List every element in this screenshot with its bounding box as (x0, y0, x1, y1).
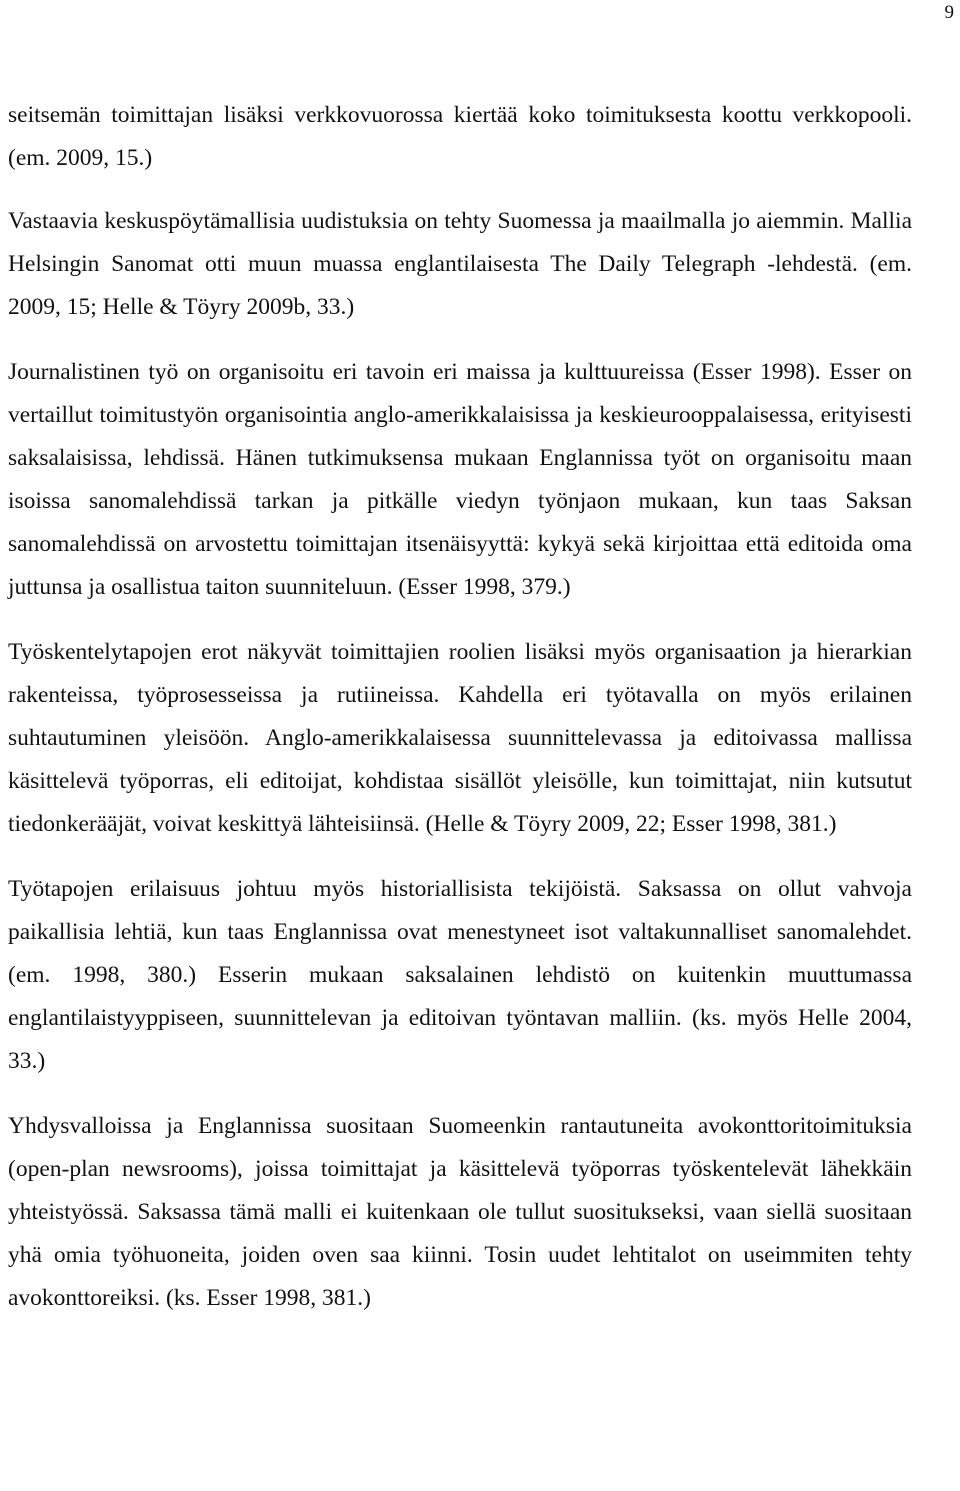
document-body (8, 94, 912, 1342)
paragraph-keskuspoyta: Vastaavia keskuspöytämallisia uudistuksia on tehty Suomessa ja maailmalla jo aiemmin. Mallia Helsingin Sanomat otti muun muassa englantilaisesta The Daily Telegraph -lehdestä. (em. 2009, 15; Helle & Töyry 2009b, 33.) (8, 208, 912, 320)
paragraph-continuation: seitsemän toimittajan lisäksi verkkovuorossa kiertää koko toimituksesta koottu verkkopooli. (em. 2009, 15.) (8, 102, 912, 171)
paragraph-avokonttorit: Yhdysvalloissa ja Englannissa suositaan Suomeenkin rantautuneita avokonttoritoimituksia (open-plan newsrooms), joissa toimittajat ja käsittelevä työporras työskentelevät lähekkäin yhteistyössä. Saksassa tämä malli ei kuitenkaan ole tullut suositukseksi, vaan siellä suositaan yhä omia työhuoneita, joiden oven saa kiinni. Tosin uudet lehtitalot on useimmiten tehty avokonttoreiksi. (ks. Esser 1998, 381.) (8, 1113, 912, 1311)
paragraph-tyotapojen-erilaisuus: Työtapojen erilaisuus johtuu myös historiallisista tekijöistä. Saksassa on ollut vahvoja paikallisia lehtiä, kun taas Englannissa ovat menestyneet isot valtakunnalliset sanomalehdet. (em. 1998, 380.) Esserin mukaan saksalainen lehdistö on kuitenkin muuttumassa englantilaistyyppiseen, suunnittelevan ja editoivan työntavan malliin. (ks. myös Helle 2004, 33.) (8, 876, 912, 1074)
paragraph-journalistinen-tyo: Journalistinen työ on organisoitu eri tavoin eri maissa ja kulttuureissa (Esser 1998). Esser on vertaillut toimitustyön organisointia anglo-amerikkalaisissa ja keskieurooppalaisessa, erityisesti saksalaisissa, lehdissä. Hänen tutkimuksensa mukaan Englannissa työt on organisoitu maan isoissa sanomalehdissä tarkan ja pitkälle viedyn työnjaon mukaan, kun taas Saksan sanomalehdissä on arvostettu toimittajan itsenäisyyttä: kykyä sekä kirjoittaa että editoida oma juttunsa ja osallistua taiton suunniteluun. (Esser 1998, 379.) (8, 359, 912, 600)
page-number: 9 (944, 2, 954, 23)
paragraph-tyoskentelytavat: Työskentelytapojen erot näkyvät toimittajien roolien lisäksi myös organisaation ja hierarkian rakenteissa, työprosesseissa ja rutiineissa. Kahdella eri työtavalla on myös erilainen suhtautuminen yleisöön. Anglo-amerikkalaisessa suunnittelevassa ja editoivassa mallissa käsittelevä työporras, eli editoijat, kohdistaa sisällöt yleisölle, kun toimittajat, niin kutsutut tiedonkerääjät, voivat keskittyä lähteisiinsä. (Helle & Töyry 2009, 22; Esser 1998, 381.) (8, 639, 912, 837)
